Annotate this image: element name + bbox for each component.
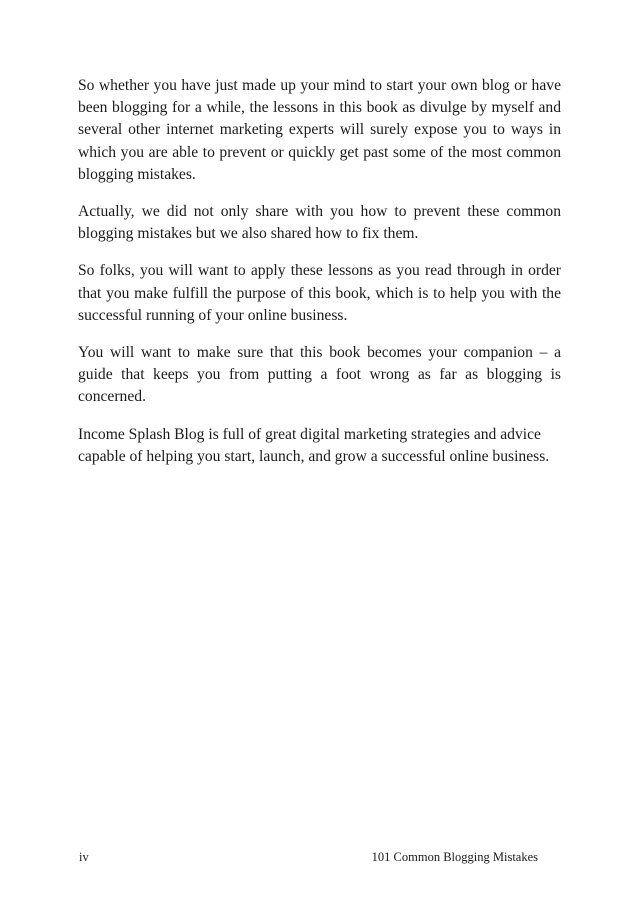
- page-body: [78, 75, 561, 483]
- paragraph-income-splash: Income Splash Blog is full of great digital marketing strategies and advice capable of helping you start, launch, and grow a successful online business.: [78, 425, 550, 465]
- paragraph-companion: You will want to make sure that this book becomes your companion – a guide that keeps you from putting a foot wrong as far as blogging is concerned.: [78, 344, 561, 406]
- page-number: iv: [79, 850, 89, 864]
- paragraph-intro: So whether you have just made up your mind to start your own blog or have been blogging for a while, the lessons in this book as divulge by myself and several other internet marketing experts will surely expose you to ways in which you are able to prevent or quickly get past some of the most common blogging mistakes.: [78, 77, 561, 183]
- page-footer: [79, 850, 538, 866]
- paragraph-fix-mistakes: Actually, we did not only share with you how to prevent these common blogging mistakes but we also shared how to fix them.: [78, 203, 561, 243]
- paragraph-apply-lessons: So folks, you will want to apply these lessons as you read through in order that you make fulfill the purpose of this book, which is to help you with the successful running of your online business.: [78, 262, 561, 324]
- running-title: 101 Common Blogging Mistakes: [371, 850, 538, 864]
